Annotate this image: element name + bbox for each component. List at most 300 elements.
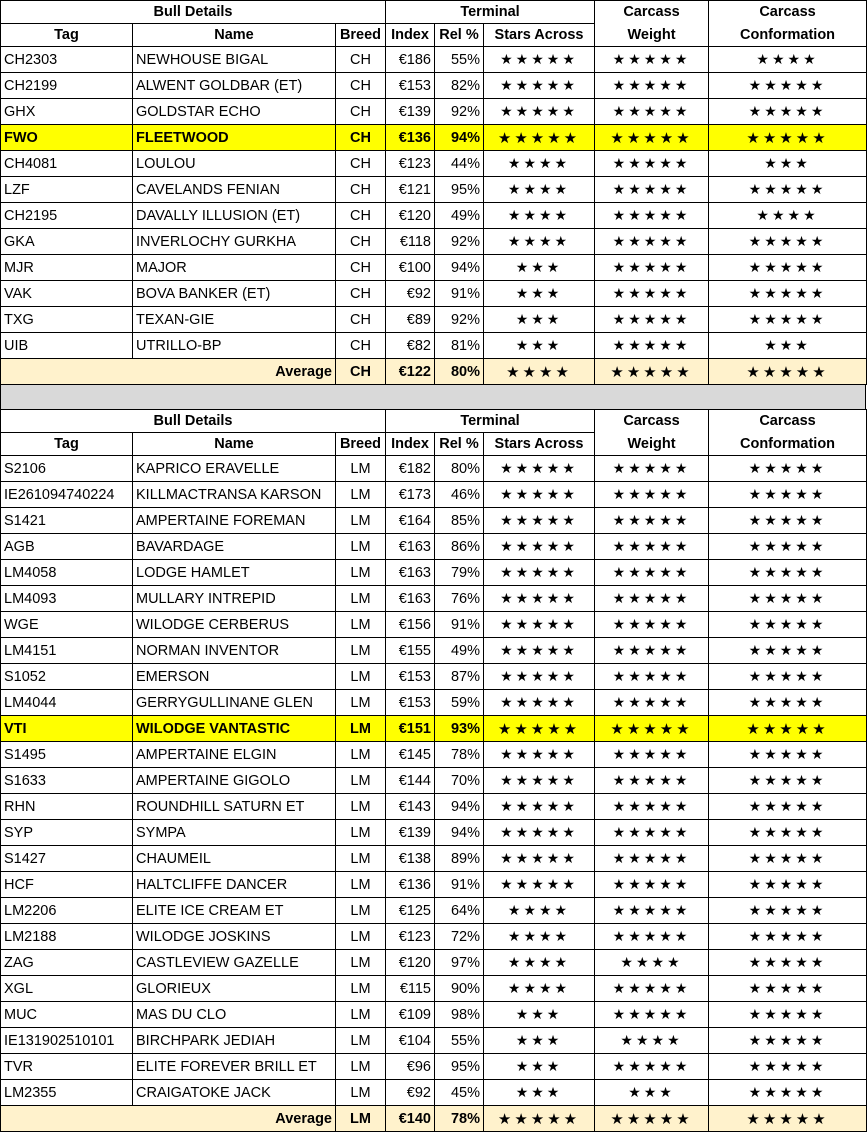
name-cell: WILODGE VANTASTIC bbox=[133, 716, 336, 742]
table-row bbox=[1, 1054, 867, 1080]
rel-cell: 78% bbox=[435, 742, 484, 768]
stars-across-cell: ★★★★★ bbox=[484, 560, 595, 586]
index-cell: €163 bbox=[386, 560, 435, 586]
table-row bbox=[1, 768, 867, 794]
table-row bbox=[1, 716, 867, 742]
tag-cell: S1421 bbox=[1, 508, 133, 534]
carcass-conformation-cell: ★★★★★ bbox=[709, 177, 867, 203]
tag-cell: RHN bbox=[1, 794, 133, 820]
index-cell: €173 bbox=[386, 482, 435, 508]
carcass-conformation-cell: ★★★★★ bbox=[709, 307, 867, 333]
breed-cell: CH bbox=[336, 99, 386, 125]
stars-across-cell: ★★★ bbox=[484, 1080, 595, 1106]
stars-across-header: Stars Across bbox=[484, 24, 595, 47]
tag-cell: S2106 bbox=[1, 456, 133, 482]
stars-across-header: Stars Across bbox=[484, 433, 595, 456]
tag-cell: TVR bbox=[1, 1054, 133, 1080]
carcass-conformation-cell: ★★★★ bbox=[709, 47, 867, 73]
stars-across-cell: ★★★★★ bbox=[484, 820, 595, 846]
tag-cell: GKA bbox=[1, 229, 133, 255]
table-row bbox=[1, 307, 867, 333]
carcass-conformation-cell: ★★★★★ bbox=[709, 534, 867, 560]
carcass-weight-cell: ★★★★★ bbox=[595, 151, 709, 177]
rel-cell: 97% bbox=[435, 950, 484, 976]
index-cell: €186 bbox=[386, 47, 435, 73]
index-cell: €123 bbox=[386, 151, 435, 177]
index-cell: €155 bbox=[386, 638, 435, 664]
carcass-weight-cell: ★★★★★ bbox=[595, 534, 709, 560]
carcass-conf-header-2: Conformation bbox=[709, 433, 867, 456]
table-row bbox=[1, 924, 867, 950]
carcass-conformation-cell: ★★★★★ bbox=[709, 794, 867, 820]
carcass-conf-header-1: Carcass bbox=[709, 1, 867, 24]
stars-across-cell: ★★★ bbox=[484, 307, 595, 333]
breed-cell: LM bbox=[336, 508, 386, 534]
tag-cell: MUC bbox=[1, 1002, 133, 1028]
carcass-conformation-cell: ★★★★★ bbox=[709, 73, 867, 99]
carcass-conformation-cell: ★★★★★ bbox=[709, 1080, 867, 1106]
tag-cell: LM4093 bbox=[1, 586, 133, 612]
index-cell: €125 bbox=[386, 898, 435, 924]
carcass-weight-cell: ★★★★★ bbox=[595, 638, 709, 664]
tag-cell: MJR bbox=[1, 255, 133, 281]
index-cell: €144 bbox=[386, 768, 435, 794]
carcass-weight-cell: ★★★★★ bbox=[595, 203, 709, 229]
rel-cell: 91% bbox=[435, 612, 484, 638]
carcass-weight-header-2: Weight bbox=[595, 433, 709, 456]
carcass-weight-cell: ★★★★★ bbox=[595, 333, 709, 359]
carcass-weight-cell: ★★★★★ bbox=[595, 47, 709, 73]
rel-cell: 92% bbox=[435, 229, 484, 255]
rel-cell: 89% bbox=[435, 846, 484, 872]
breed-cell: LM bbox=[336, 950, 386, 976]
stars-across-cell: ★★★ bbox=[484, 1002, 595, 1028]
table-row bbox=[1, 99, 867, 125]
stars-across-cell: ★★★ bbox=[484, 1054, 595, 1080]
name-cell: CRAIGATOKE JACK bbox=[133, 1080, 336, 1106]
index-cell: €123 bbox=[386, 924, 435, 950]
breed-cell: CH bbox=[336, 177, 386, 203]
tag-cell: LM4151 bbox=[1, 638, 133, 664]
breed-cell: LM bbox=[336, 690, 386, 716]
name-cell: WILODGE CERBERUS bbox=[133, 612, 336, 638]
tag-cell: CH2199 bbox=[1, 73, 133, 99]
breed-cell: LM bbox=[336, 586, 386, 612]
stars-across-cell: ★★★ bbox=[484, 281, 595, 307]
average-carcass-conformation-cell: ★★★★★ bbox=[709, 1106, 867, 1132]
table-row bbox=[1, 586, 867, 612]
rel-header: Rel % bbox=[435, 24, 484, 47]
carcass-conformation-cell: ★★★★★ bbox=[709, 820, 867, 846]
tag-cell: HCF bbox=[1, 872, 133, 898]
stars-across-cell: ★★★★ bbox=[484, 177, 595, 203]
stars-across-cell: ★★★★ bbox=[484, 229, 595, 255]
table-row bbox=[1, 255, 867, 281]
index-cell: €163 bbox=[386, 534, 435, 560]
bull-details-header: Bull Details bbox=[1, 1, 386, 24]
name-cell: AMPERTAINE GIGOLO bbox=[133, 768, 336, 794]
rel-cell: 64% bbox=[435, 898, 484, 924]
rel-cell: 86% bbox=[435, 534, 484, 560]
table-row bbox=[1, 560, 867, 586]
carcass-conformation-cell: ★★★★★ bbox=[709, 768, 867, 794]
lm-table-body bbox=[1, 456, 867, 1132]
average-carcass-weight-cell: ★★★★★ bbox=[595, 1106, 709, 1132]
index-cell: €96 bbox=[386, 1054, 435, 1080]
average-stars-across-cell: ★★★★★ bbox=[484, 1106, 595, 1132]
table-row bbox=[1, 820, 867, 846]
table-row bbox=[1, 794, 867, 820]
carcass-conformation-cell: ★★★★★ bbox=[709, 924, 867, 950]
carcass-weight-cell: ★★★★★ bbox=[595, 281, 709, 307]
carcass-conformation-cell: ★★★★★ bbox=[709, 846, 867, 872]
tag-cell: TXG bbox=[1, 307, 133, 333]
name-cell: GLORIEUX bbox=[133, 976, 336, 1002]
carcass-weight-header-1: Carcass bbox=[595, 1, 709, 24]
tag-cell: S1633 bbox=[1, 768, 133, 794]
name-cell: BIRCHPARK JEDIAH bbox=[133, 1028, 336, 1054]
tag-cell: CH4081 bbox=[1, 151, 133, 177]
terminal-header: Terminal bbox=[386, 410, 595, 433]
tag-cell: VAK bbox=[1, 281, 133, 307]
stars-across-cell: ★★★★★ bbox=[484, 638, 595, 664]
rel-cell: 94% bbox=[435, 255, 484, 281]
carcass-weight-cell: ★★★ bbox=[595, 1080, 709, 1106]
index-cell: €120 bbox=[386, 203, 435, 229]
carcass-weight-cell: ★★★★★ bbox=[595, 742, 709, 768]
carcass-conformation-cell: ★★★★★ bbox=[709, 742, 867, 768]
average-rel-cell: 80% bbox=[435, 359, 484, 385]
carcass-weight-cell: ★★★★★ bbox=[595, 229, 709, 255]
carcass-conformation-cell: ★★★★ bbox=[709, 203, 867, 229]
stars-across-cell: ★★★★★ bbox=[484, 125, 595, 151]
carcass-conformation-cell: ★★★★★ bbox=[709, 612, 867, 638]
rel-cell: 85% bbox=[435, 508, 484, 534]
average-label: Average bbox=[1, 1106, 336, 1132]
table-row bbox=[1, 664, 867, 690]
table-row bbox=[1, 898, 867, 924]
index-cell: €139 bbox=[386, 99, 435, 125]
tag-cell: CH2195 bbox=[1, 203, 133, 229]
carcass-weight-cell: ★★★★★ bbox=[595, 716, 709, 742]
rel-cell: 70% bbox=[435, 768, 484, 794]
table-row bbox=[1, 534, 867, 560]
breed-cell: LM bbox=[336, 638, 386, 664]
breed-cell: LM bbox=[336, 1002, 386, 1028]
stars-across-cell: ★★★★★ bbox=[484, 482, 595, 508]
stars-across-cell: ★★★★★ bbox=[484, 612, 595, 638]
tag-cell: XGL bbox=[1, 976, 133, 1002]
table-row bbox=[1, 1028, 867, 1054]
breed-cell: LM bbox=[336, 560, 386, 586]
carcass-weight-cell: ★★★★★ bbox=[595, 612, 709, 638]
rel-cell: 87% bbox=[435, 664, 484, 690]
stars-across-cell: ★★★★ bbox=[484, 151, 595, 177]
table-row bbox=[1, 742, 867, 768]
index-cell: €139 bbox=[386, 820, 435, 846]
name-cell: CAVELANDS FENIAN bbox=[133, 177, 336, 203]
index-cell: €120 bbox=[386, 950, 435, 976]
name-cell: FLEETWOOD bbox=[133, 125, 336, 151]
name-cell: TEXAN-GIE bbox=[133, 307, 336, 333]
breed-cell: LM bbox=[336, 482, 386, 508]
average-index-cell: €122 bbox=[386, 359, 435, 385]
name-header: Name bbox=[133, 433, 336, 456]
table-row bbox=[1, 508, 867, 534]
carcass-weight-cell: ★★★★ bbox=[595, 950, 709, 976]
rel-cell: 93% bbox=[435, 716, 484, 742]
carcass-weight-cell: ★★★★★ bbox=[595, 794, 709, 820]
carcass-conformation-cell: ★★★★★ bbox=[709, 586, 867, 612]
average-rel-cell: 78% bbox=[435, 1106, 484, 1132]
name-cell: INVERLOCHY GURKHA bbox=[133, 229, 336, 255]
index-cell: €138 bbox=[386, 846, 435, 872]
breed-cell: LM bbox=[336, 612, 386, 638]
stars-across-cell: ★★★★★ bbox=[484, 508, 595, 534]
tag-cell: S1495 bbox=[1, 742, 133, 768]
rel-cell: 95% bbox=[435, 1054, 484, 1080]
carcass-conformation-cell: ★★★ bbox=[709, 333, 867, 359]
index-cell: €136 bbox=[386, 872, 435, 898]
name-cell: AMPERTAINE FOREMAN bbox=[133, 508, 336, 534]
stars-across-cell: ★★★ bbox=[484, 333, 595, 359]
table-row bbox=[1, 950, 867, 976]
carcass-weight-cell: ★★★★★ bbox=[595, 664, 709, 690]
breed-cell: CH bbox=[336, 229, 386, 255]
rel-cell: 79% bbox=[435, 560, 484, 586]
rel-cell: 91% bbox=[435, 281, 484, 307]
average-row bbox=[1, 359, 867, 385]
name-cell: EMERSON bbox=[133, 664, 336, 690]
tag-cell: WGE bbox=[1, 612, 133, 638]
carcass-weight-cell: ★★★★★ bbox=[595, 976, 709, 1002]
carcass-conformation-cell: ★★★★★ bbox=[709, 690, 867, 716]
carcass-conformation-cell: ★★★ bbox=[709, 151, 867, 177]
index-cell: €118 bbox=[386, 229, 435, 255]
bull-details-header: Bull Details bbox=[1, 410, 386, 433]
table-row bbox=[1, 976, 867, 1002]
rel-cell: 92% bbox=[435, 307, 484, 333]
name-cell: LODGE HAMLET bbox=[133, 560, 336, 586]
carcass-weight-cell: ★★★★★ bbox=[595, 1002, 709, 1028]
breed-cell: LM bbox=[336, 794, 386, 820]
name-cell: BOVA BANKER (ET) bbox=[133, 281, 336, 307]
ch-table bbox=[0, 0, 867, 385]
breed-header: Breed bbox=[336, 24, 386, 47]
tag-cell: S1427 bbox=[1, 846, 133, 872]
index-cell: €153 bbox=[386, 664, 435, 690]
index-cell: €121 bbox=[386, 177, 435, 203]
carcass-weight-cell: ★★★★★ bbox=[595, 508, 709, 534]
name-cell: ROUNDHILL SATURN ET bbox=[133, 794, 336, 820]
index-header: Index bbox=[386, 433, 435, 456]
name-cell: AMPERTAINE ELGIN bbox=[133, 742, 336, 768]
name-cell: LOULOU bbox=[133, 151, 336, 177]
rel-cell: 59% bbox=[435, 690, 484, 716]
rel-cell: 45% bbox=[435, 1080, 484, 1106]
stars-across-cell: ★★★★★ bbox=[484, 846, 595, 872]
tag-cell: GHX bbox=[1, 99, 133, 125]
index-cell: €89 bbox=[386, 307, 435, 333]
stars-across-cell: ★★★★★ bbox=[484, 73, 595, 99]
name-cell: WILODGE JOSKINS bbox=[133, 924, 336, 950]
stars-across-cell: ★★★★ bbox=[484, 950, 595, 976]
name-cell: MULLARY INTREPID bbox=[133, 586, 336, 612]
tag-cell: FWO bbox=[1, 125, 133, 151]
breed-cell: LM bbox=[336, 664, 386, 690]
carcass-conformation-cell: ★★★★★ bbox=[709, 1054, 867, 1080]
name-cell: DAVALLY ILLUSION (ET) bbox=[133, 203, 336, 229]
name-cell: GERRYGULLINANE GLEN bbox=[133, 690, 336, 716]
name-cell: NORMAN INVENTOR bbox=[133, 638, 336, 664]
carcass-weight-cell: ★★★★★ bbox=[595, 73, 709, 99]
table-row bbox=[1, 690, 867, 716]
tag-cell: IE261094740224 bbox=[1, 482, 133, 508]
carcass-weight-cell: ★★★★★ bbox=[595, 307, 709, 333]
tag-cell: IE131902510101 bbox=[1, 1028, 133, 1054]
carcass-weight-cell: ★★★★★ bbox=[595, 846, 709, 872]
breed-cell: LM bbox=[336, 846, 386, 872]
carcass-weight-cell: ★★★★★ bbox=[595, 482, 709, 508]
stars-across-cell: ★★★ bbox=[484, 255, 595, 281]
stars-across-cell: ★★★★★ bbox=[484, 534, 595, 560]
table-row bbox=[1, 177, 867, 203]
carcass-conformation-cell: ★★★★★ bbox=[709, 560, 867, 586]
carcass-conf-header-1: Carcass bbox=[709, 410, 867, 433]
carcass-weight-cell: ★★★★★ bbox=[595, 820, 709, 846]
index-cell: €163 bbox=[386, 586, 435, 612]
breed-cell: LM bbox=[336, 716, 386, 742]
average-stars-across-cell: ★★★★ bbox=[484, 359, 595, 385]
rel-cell: 76% bbox=[435, 586, 484, 612]
breed-cell: LM bbox=[336, 820, 386, 846]
stars-across-cell: ★★★★★ bbox=[484, 716, 595, 742]
table-row bbox=[1, 47, 867, 73]
stars-across-cell: ★★★★ bbox=[484, 203, 595, 229]
carcass-conformation-cell: ★★★★★ bbox=[709, 99, 867, 125]
average-carcass-weight-cell: ★★★★★ bbox=[595, 359, 709, 385]
rel-cell: 55% bbox=[435, 47, 484, 73]
tag-cell: SYP bbox=[1, 820, 133, 846]
average-row bbox=[1, 1106, 867, 1132]
tag-header: Tag bbox=[1, 24, 133, 47]
breed-cell: CH bbox=[336, 281, 386, 307]
name-cell: NEWHOUSE BIGAL bbox=[133, 47, 336, 73]
name-cell: GOLDSTAR ECHO bbox=[133, 99, 336, 125]
terminal-header: Terminal bbox=[386, 1, 595, 24]
breed-cell: CH bbox=[336, 203, 386, 229]
name-cell: SYMPA bbox=[133, 820, 336, 846]
table-row bbox=[1, 229, 867, 255]
carcass-weight-cell: ★★★★★ bbox=[595, 99, 709, 125]
stars-across-cell: ★★★★★ bbox=[484, 586, 595, 612]
carcass-conformation-cell: ★★★★★ bbox=[709, 125, 867, 151]
carcass-conformation-cell: ★★★★★ bbox=[709, 1002, 867, 1028]
index-cell: €164 bbox=[386, 508, 435, 534]
breed-cell: CH bbox=[336, 333, 386, 359]
index-cell: €156 bbox=[386, 612, 435, 638]
carcass-weight-cell: ★★★★★ bbox=[595, 1054, 709, 1080]
tag-header: Tag bbox=[1, 433, 133, 456]
carcass-conformation-cell: ★★★★★ bbox=[709, 508, 867, 534]
carcass-conformation-cell: ★★★★★ bbox=[709, 716, 867, 742]
breed-cell: LM bbox=[336, 898, 386, 924]
index-cell: €115 bbox=[386, 976, 435, 1002]
table-row bbox=[1, 638, 867, 664]
carcass-conformation-cell: ★★★★★ bbox=[709, 281, 867, 307]
name-cell: MAJOR bbox=[133, 255, 336, 281]
name-cell: UTRILLO-BP bbox=[133, 333, 336, 359]
rel-cell: 80% bbox=[435, 456, 484, 482]
stars-across-cell: ★★★★ bbox=[484, 924, 595, 950]
table-row bbox=[1, 73, 867, 99]
table-row bbox=[1, 203, 867, 229]
stars-across-cell: ★★★★★ bbox=[484, 768, 595, 794]
carcass-conformation-cell: ★★★★★ bbox=[709, 482, 867, 508]
index-cell: €82 bbox=[386, 333, 435, 359]
carcass-conf-header-2: Conformation bbox=[709, 24, 867, 47]
rel-cell: 49% bbox=[435, 638, 484, 664]
rel-cell: 94% bbox=[435, 794, 484, 820]
breed-cell: CH bbox=[336, 125, 386, 151]
index-cell: €92 bbox=[386, 1080, 435, 1106]
rel-cell: 49% bbox=[435, 203, 484, 229]
tag-cell: S1052 bbox=[1, 664, 133, 690]
stars-across-cell: ★★★★★ bbox=[484, 690, 595, 716]
breed-cell: CH bbox=[336, 73, 386, 99]
rel-cell: 94% bbox=[435, 125, 484, 151]
tag-cell: LM4058 bbox=[1, 560, 133, 586]
average-index-cell: €140 bbox=[386, 1106, 435, 1132]
carcass-weight-cell: ★★★★★ bbox=[595, 690, 709, 716]
index-cell: €100 bbox=[386, 255, 435, 281]
carcass-conformation-cell: ★★★★★ bbox=[709, 872, 867, 898]
carcass-conformation-cell: ★★★★★ bbox=[709, 255, 867, 281]
rel-cell: 55% bbox=[435, 1028, 484, 1054]
carcass-weight-cell: ★★★★★ bbox=[595, 255, 709, 281]
stars-across-cell: ★★★★★ bbox=[484, 872, 595, 898]
name-cell: KAPRICO ERAVELLE bbox=[133, 456, 336, 482]
name-cell: BAVARDAGE bbox=[133, 534, 336, 560]
tag-cell: LM2206 bbox=[1, 898, 133, 924]
rel-header: Rel % bbox=[435, 433, 484, 456]
rel-cell: 82% bbox=[435, 73, 484, 99]
table-row bbox=[1, 333, 867, 359]
breed-cell: LM bbox=[336, 768, 386, 794]
tag-cell: LM2188 bbox=[1, 924, 133, 950]
carcass-conformation-cell: ★★★★★ bbox=[709, 664, 867, 690]
average-breed-cell: LM bbox=[336, 1106, 386, 1132]
table-row bbox=[1, 846, 867, 872]
breed-cell: LM bbox=[336, 976, 386, 1002]
name-cell: CASTLEVIEW GAZELLE bbox=[133, 950, 336, 976]
index-cell: €145 bbox=[386, 742, 435, 768]
carcass-weight-cell: ★★★★★ bbox=[595, 456, 709, 482]
table-row bbox=[1, 456, 867, 482]
carcass-conformation-cell: ★★★★★ bbox=[709, 456, 867, 482]
rel-cell: 81% bbox=[435, 333, 484, 359]
name-cell: MAS DU CLO bbox=[133, 1002, 336, 1028]
breed-cell: LM bbox=[336, 742, 386, 768]
carcass-conformation-cell: ★★★★★ bbox=[709, 950, 867, 976]
name-header: Name bbox=[133, 24, 336, 47]
tag-cell: CH2303 bbox=[1, 47, 133, 73]
rel-cell: 91% bbox=[435, 872, 484, 898]
breed-header: Breed bbox=[336, 433, 386, 456]
stars-across-cell: ★★★★★ bbox=[484, 742, 595, 768]
stars-across-cell: ★★★★★ bbox=[484, 794, 595, 820]
table-row bbox=[1, 125, 867, 151]
